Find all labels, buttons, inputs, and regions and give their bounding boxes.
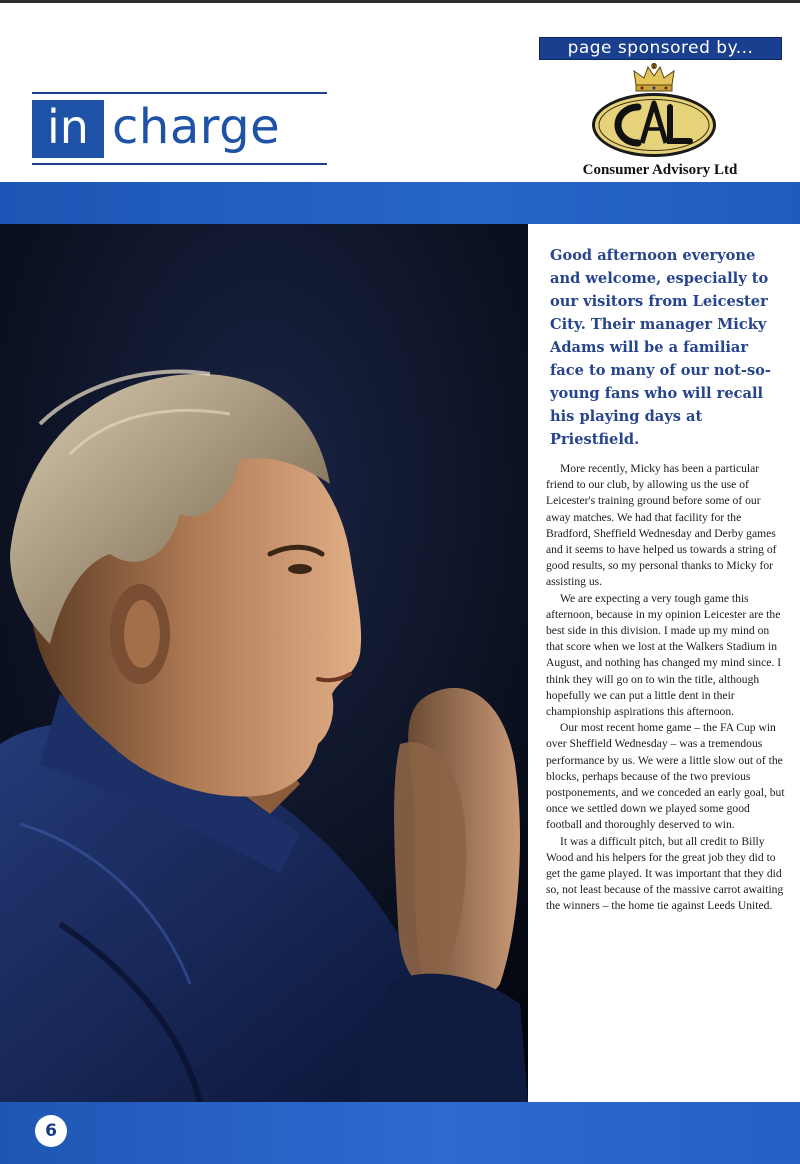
blue-header-band: [0, 182, 800, 224]
title-bottom-rule: [32, 163, 327, 165]
article-paragraph-4: It was a difficult pitch, but all credit to Billy Wood and his helpers for the great job they did to get the game played. It was important that they did so, not least because of the massive carrot awaiting the winners – the home tie against Leeds United.: [546, 834, 784, 913]
title-charge-text: charge: [112, 99, 281, 155]
article-lead: Good afternoon everyone and welcome, especially to our visitors from Leicester City. Their manager Micky Adams will be a familiar face to many of our not-so-young fans who will recall his playing days at Priestfield.: [550, 247, 771, 448]
blue-footer-band: [0, 1102, 800, 1164]
top-rule: [0, 0, 800, 3]
article-paragraph-2: We are expecting a very tough game this afternoon, because in my opinion Leicester are the best side in this division. I made up my mind on that score when we lost at the Walkers Stadium in August, and nothing has changed my mind since. I think they will go on to win the title, although hopefully we can put a little dent in their championship aspirations this afternoon.: [546, 591, 782, 719]
crown-icon: [634, 63, 674, 91]
article-paragraph-1: More recently, Micky has been a particular friend to our club, by allowing us the use of Leicester's training ground before some of our away matches. We had that facility for the Bradford, Sheffield Wednesday and Derby games and it seems to have helped us towards a string of good results, so my personal thanks to Micky for assisting us.: [546, 462, 777, 589]
article-paragraph-3: Our most recent home game – the FA Cup win over Sheffield Wednesday – was a tremendous performance by us. We were a little slow out of the blocks, perhaps because of the two previous postponements, and we conceded an early goal, but once we settled down we played some good football and thoroughly deserved to win.: [546, 721, 785, 832]
section-title: [32, 92, 327, 165]
article: [546, 244, 786, 915]
crown-cal-logo-icon: [590, 63, 718, 159]
sponsor-banner: page sponsored by...: [539, 37, 782, 60]
page-number: 6: [35, 1115, 67, 1147]
sponsor-company-name: Consumer Advisory Ltd: [582, 162, 738, 178]
title-top-rule: [32, 92, 327, 94]
title-in-box: in: [32, 100, 104, 158]
manager-portrait-icon: [0, 224, 528, 1102]
